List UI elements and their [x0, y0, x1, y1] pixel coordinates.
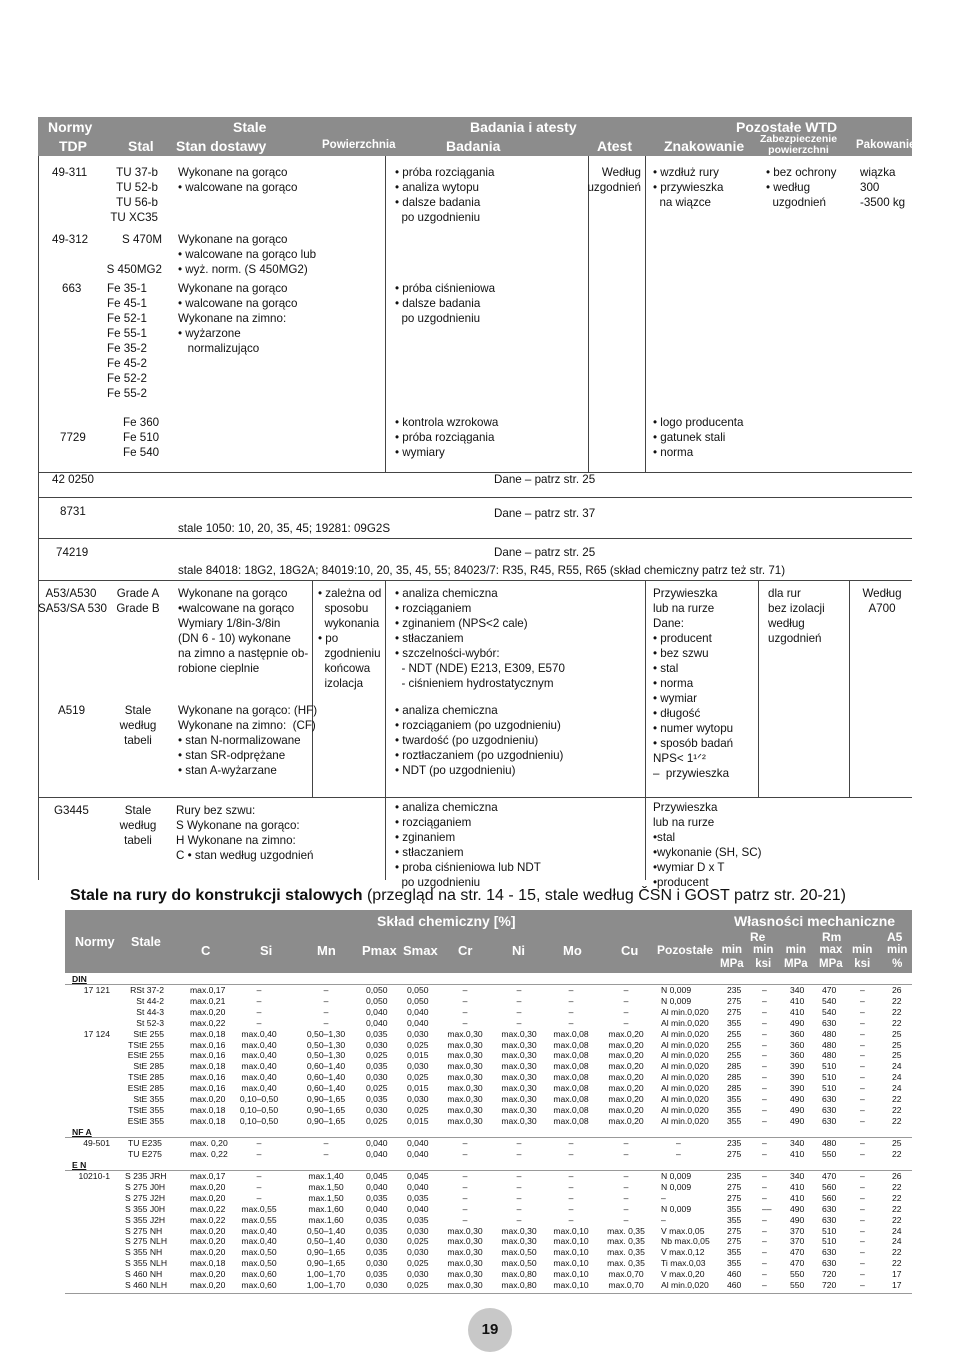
table1-divider-5 — [385, 580, 386, 880]
col-c-en: max.0,17 max.0,20 max.0,20 max.0,22 max.0,22 max.0,20 max.0,20 max.0,20 max.0,18 max.0,20 max.0,20 — [190, 1171, 226, 1291]
col-a5-en: 26 22 22 22 22 24 24 22 22 17 17 — [892, 1171, 902, 1291]
col-re-en: 235 275 275 355 355 275 275 355 355 460 460 — [727, 1171, 742, 1291]
r5-note: Dane – patrz str. 25 — [494, 473, 596, 486]
r4-badania: • kontrola wzrokowa • próba rozciągania • wymiary — [395, 416, 499, 459]
col-poz-nf: – – — [676, 1138, 681, 1159]
header-stale: Stale — [233, 119, 267, 135]
header-badania: Badania — [446, 138, 501, 154]
norm-49501: 49-501 — [83, 1138, 110, 1148]
header-re: Re — [750, 930, 766, 944]
r2-tdp: 49-312 — [52, 233, 89, 246]
col-rm-max-din: 470 540 540 630 480 480 480 510 510 510 630 630 630 — [822, 985, 837, 1126]
r1-znak: • wzdłuż rury • przywieszka na wiązce — [653, 166, 724, 209]
header-sklad: Skład chemiczny [%] — [377, 913, 516, 929]
col-mo-en: – – – – – max.0,10 max.0,10 max.0,10 max.0,10 max.0,10 max.0,10 — [553, 1171, 589, 1291]
r8-zab: dla rur bez izolacji według uzgodnień — [768, 587, 825, 645]
header-mo: Mo — [563, 943, 582, 958]
col-cu-en: – – – – – max. 0,35 max. 0,35 max. 0,35 max. 0,35 max.0,70 max.0,70 — [607, 1171, 645, 1291]
col-ni-nf: – – — [516, 1138, 522, 1159]
col-rmksi-en: – – – – – – – – – – – — [860, 1171, 865, 1291]
r10-znak: Przywieszka lub na rurze •stal •wykonanie (SH, SC) •wymiar D x T •producent — [653, 801, 762, 889]
col-mn-en: max.1,40 max.1,50 max.1,50 max.1,60 max.1,60 0,50–1,40 0,50–1,40 0,90–1,65 0,90–1,65 1,00–1,70 1,00–1,70 — [306, 1171, 346, 1291]
table1-rule-1 — [38, 472, 912, 473]
r9-stal: Stale według tabeli — [119, 704, 157, 747]
header-tdp: TDP — [59, 138, 87, 154]
header-stan-dostawy: Stan dostawy — [176, 138, 267, 154]
r3-tdp: 663 — [62, 282, 82, 295]
r2-stan: Wykonane na gorąco • walcowane na gorąco lub • wyż. norm. (S 450MG2) — [178, 233, 317, 276]
header-zabezpieczenie: Zabezpieczenie powierzchni — [760, 133, 838, 156]
col-s-din: 0,050 0,050 0,040 0,040 0,030 0,025 0,015 0,030 0,025 0,015 0,030 0,025 0,015 — [407, 985, 429, 1126]
section-title: Stale na rury do konstrukcji stalowych (przegląd na str. 14 - 15, stale według ČSN i GOST patrz str. 20-21) — [70, 887, 847, 904]
table1-border-left — [38, 156, 39, 880]
col-re-din: 235 275 275 355 255 255 255 285 285 285 355 355 355 — [727, 985, 742, 1126]
col-si-din: – – – – max.0,40 max.0,40 max.0,40 max.0,40 max.0,40 max.0,40 0,10–0,50 0,10–0,50 0,10–0,50 — [239, 985, 279, 1126]
header-normy: Normy — [48, 119, 93, 135]
col-s-en: 0,045 0,040 0,035 0,040 0,035 0,030 0,025 0,030 0,025 0,030 0,025 — [407, 1171, 429, 1291]
header-powierzchnia: Powierzchnia — [322, 139, 396, 151]
col-si-en: – – – max.0,55 max.0,55 max.0,40 max.0,40 max.0,50 max.0,50 max.0,60 max.0,60 — [241, 1171, 277, 1291]
r7-note: Dane – patrz str. 25 — [494, 546, 596, 559]
header-pakowanie: Pakowanie — [856, 139, 916, 151]
table1-divider-1 — [385, 156, 386, 472]
table1-rule-5 — [38, 797, 912, 798]
header-c: C — [201, 943, 211, 958]
r1-stal: TU 37-b TU 52-b TU 56-b TU XC35 — [110, 166, 158, 224]
r7-stal: stale 84018: 18G2, 18G2A; 84019:10, 20, 35, 45, 55; 84023/7: R35, R45, R55, R65 (skład chemiczny patrz też str. 71) — [178, 564, 786, 577]
header-normy2: Normy — [75, 935, 115, 949]
group-din: DIN — [72, 974, 87, 984]
r10-stal: Stale według tabeli — [119, 804, 157, 847]
header-unit-6: min % — [887, 944, 908, 970]
page-number: 19 — [468, 1308, 512, 1352]
col-c-nf: max. 0,20 max. 0,22 — [190, 1138, 228, 1159]
col-cr-nf: – – — [462, 1138, 468, 1159]
header-smax: Smax — [403, 943, 438, 958]
col-reksi-en: – – – –– – – – – – – – — [762, 1171, 772, 1291]
r8-stan: Wykonane na gorąco •walcowane na gorąco Wymiary 1/8in-3/8in (DN 6 - 10) wykonane na zimno a następnie ob- robione cieplnie — [178, 587, 309, 675]
header-unit-5: min ksi — [852, 944, 873, 970]
col-stale-din: RSt 37-2 St 44-2 St 44-3 St 52-3 StE 255 TStE 255 EStE 255 StE 285 TStE 285 EStE 285 StE 355 TStE 355 EStE 355 — [127, 985, 164, 1126]
header-pozostale: Pozostałe — [657, 943, 714, 957]
r4-tdp: 7729 — [60, 431, 86, 444]
header-a5: A5 — [887, 930, 903, 944]
norm-17124: 17 124 — [83, 1029, 110, 1039]
header-pozostale-wtd: Pozostałe WTD — [736, 119, 838, 135]
r6-stal: stale 1050: 10, 20, 35, 45; 19281: 09G2S — [178, 522, 391, 535]
norm-17121: 17 121 — [83, 985, 110, 995]
col-c-din: max.0,17 max.0,21 max.0,20 max.0,22 max.0,18 max.0,16 max.0,16 max.0,18 max.0,16 max.0,16 max.0,20 max.0,18 max.0,18 — [190, 985, 226, 1126]
r8-pow: • zależna od sposobu wykonania • po zgodnieniu końcowa izolacja — [318, 587, 382, 690]
col-ni-din: – – – – max.0,30 max.0,30 max.0,30 max.0,30 max.0,30 max.0,30 max.0,30 max.0,30 max.0,30 — [501, 985, 537, 1126]
r8-tdp: A53/A530 SA53/SA 530 — [38, 587, 107, 615]
col-cu-din: – – – – max.0,20 max.0,20 max.0,20 max.0,20 max.0,20 max.0,20 max.0,20 max.0,20 max.0,20 — [608, 985, 644, 1126]
col-rm-min-din: 340 410 410 490 360 360 360 390 390 390 490 490 490 — [790, 985, 805, 1126]
col-rm-max-en: 470 560 560 630 630 510 510 630 630 720 720 — [822, 1171, 837, 1291]
header-badania-i-atesty: Badania i atesty — [470, 119, 577, 135]
header-atest: Atest — [597, 138, 633, 154]
table1-divider-6 — [645, 580, 646, 880]
group-en: E N — [72, 1160, 87, 1170]
r4-znak: • logo producenta • gatunek stali • norma — [653, 416, 744, 459]
r1-stan: Wykonane na gorąco • walcowane na gorąco — [178, 166, 298, 194]
r4-stal: Fe 360 Fe 510 Fe 540 — [123, 416, 160, 459]
header-unit-1: min MPa — [720, 944, 744, 970]
header-znakowanie: Znakowanie — [664, 138, 745, 154]
r9-badania: • analiza chemiczna • rozciąganiem (po uzgodnieniu) • twardość (po uzgodnieniu) • roztłaczaniem (po uzgodnieniu) • NDT (po uzgodnieniu) — [395, 704, 564, 777]
col-p-en: 0,045 0,040 0,035 0,040 0,035 0,035 0,030 0,035 0,030 0,035 0,030 — [366, 1171, 388, 1291]
r8-stal: Grade A Grade B — [116, 587, 160, 615]
r1-badania: • próba rozciągania • analiza wytopu • dalsze badania po uzgodnieniu — [395, 166, 495, 224]
table1-divider-2 — [588, 156, 589, 472]
r3-stan: Wykonane na gorąco • walcowane na gorąco Wykonane na zimno: • wyżarzone normalizująco — [178, 282, 298, 355]
col-ni-en: – – – – – max.0,30 max.0,30 max.0,50 max.0,50 max.0,80 max.0,80 — [501, 1171, 537, 1291]
r7-tdp: 74219 — [56, 546, 89, 559]
header-unit-3: min MPa — [784, 944, 808, 970]
table1-divider-8 — [849, 580, 850, 797]
r10-stan: Rury bez szwu: S Wykonane na gorąco: H Wykonane na zimno: C • stan według uzgodnień — [176, 804, 314, 862]
col-rmksi-din: – – – – – – – – – – – – – — [860, 985, 865, 1126]
group-nf-a: NF A — [72, 1127, 92, 1137]
col-stale-en: S 235 JRH S 275 J0H S 275 J2H S 355 J0H S 355 J2H S 275 NH S 275 NLH S 355 NH S 355 NLH S 460 NH S 460 NLH — [125, 1171, 168, 1291]
table1-divider-3 — [645, 156, 646, 472]
col-mn-din: – – – – 0,50–1,30 0,50–1,30 0,50–1,30 0,60–1,40 0,60–1,40 0,60–1,40 0,90–1,65 0,90–1,65 0,90–1,65 — [306, 985, 346, 1126]
table1-rule-2 — [38, 497, 912, 498]
col-rm-min-nf: 340 410 — [790, 1138, 805, 1159]
col-cr-din: – – – – max.0,30 max.0,30 max.0,30 max.0,30 max.0,30 max.0,30 max.0,30 max.0,30 max.0,30 — [447, 985, 483, 1126]
header-unit-2: min ksi — [753, 944, 774, 970]
table1-header — [38, 117, 916, 156]
col-a5-din: 26 22 22 22 25 25 25 24 24 24 22 22 22 — [892, 985, 902, 1126]
r5-tdp: 42 0250 — [52, 473, 94, 486]
r10-tdp: G3445 — [54, 804, 89, 817]
header-pmax: Pmax — [362, 943, 397, 958]
r8-badania: • analiza chemiczna • rozciąganiem • zginaniem (NPS<2 cale) • stłaczaniem • szczelności-wybór: - NDT (NDE) E213, E309, E570 - ciśnieniem hydrostatycznym — [395, 587, 565, 690]
col-rm-min-en: 340 410 410 490 490 370 370 470 470 550 550 — [790, 1171, 805, 1291]
table2-header — [65, 910, 912, 973]
r6-tdp: 8731 — [60, 505, 86, 518]
col-mo-din: – – – – max.0,08 max.0,08 max.0,08 max.0,08 max.0,08 max.0,08 max.0,08 max.0,08 max.0,08 — [553, 985, 589, 1126]
col-mo-nf: – – — [568, 1138, 574, 1159]
col-a5-nf: 25 22 — [892, 1138, 902, 1159]
r3-badania: • próba ciśnieniowa • dalsze badania po uzgodnieniu — [395, 282, 496, 325]
r1-atest: Według uzgodnień — [587, 166, 641, 194]
col-stale-nf: TU E235 TU E275 — [128, 1138, 162, 1159]
header-wlasnosci: Własności mechaniczne — [734, 913, 896, 929]
t2-rule-bottom — [65, 1293, 912, 1294]
header-cr: Cr — [458, 943, 473, 958]
r3-stal: Fe 35-1 Fe 45-1 Fe 52-1 Fe 55-1 Fe 35-2 Fe 45-2 Fe 52-2 Fe 55-2 — [107, 282, 147, 400]
header-stale2: Stale — [131, 935, 161, 949]
r9-stan: Wykonane na gorąco: (HF) Wykonane na zimno: (CF) • stan N-normalizowane • stan SR-odprężane • stan A-wyżarzane — [178, 704, 318, 777]
col-p-din: 0,050 0,050 0,040 0,040 0,035 0,030 0,025 0,035 0,030 0,025 0,035 0,030 0,025 — [366, 985, 388, 1126]
r2-stal: S 470M S 450MG2 — [106, 233, 162, 276]
r1-pak: wiązka 300 -3500 kg — [860, 166, 906, 209]
header-ni: Ni — [512, 943, 525, 958]
col-s-nf: 0,040 0,040 — [407, 1138, 429, 1159]
table1-rule-3 — [38, 538, 912, 539]
header-si: Si — [260, 943, 273, 958]
r8-znak: Przywieszka lub na rurze Dane: • producent • bez szwu • stal • norma • wymiar • długość • numer wytopu • sposób badań NPS< 1¹ᐟ² – przywieszka — [653, 587, 734, 780]
header-rm: Rm — [822, 930, 842, 944]
col-reksi-din: – – – – – – – – – – – – – — [762, 985, 767, 1126]
header-stal: Stal — [128, 138, 154, 154]
col-cu-nf: – – — [623, 1138, 629, 1159]
header-unit-4: max MPa — [819, 944, 843, 970]
r8-pak: Według A700 — [862, 587, 902, 615]
col-rm-max-nf: 480 550 — [822, 1138, 837, 1159]
header-mn: Mn — [317, 943, 336, 958]
header-cu: Cu — [621, 943, 639, 958]
col-si-nf: – – — [256, 1138, 262, 1159]
col-poz-din: N 0,009 N 0,009 Al min.0,020 Al min.0,020 Al min.0,020 Al min.0,020 Al min.0,020 Al min.0,020 Al min.0,020 Al min.0,020 Al min.0,020 Al min.0,020 Al min.0,020 — [661, 985, 709, 1126]
r6-note: Dane – patrz str. 37 — [494, 507, 596, 520]
col-reksi-nf: – – — [762, 1138, 767, 1159]
r1-zab: • bez ochrony • według uzgodnień — [766, 166, 837, 209]
r1-tdp: 49-311 — [52, 166, 88, 179]
col-re-nf: 235 275 — [727, 1138, 742, 1159]
col-rmksi-nf: – – — [860, 1138, 865, 1159]
col-cr-en: – – – – – max.0,30 max.0,30 max.0,30 max.0,30 max.0,30 max.0,30 — [447, 1171, 483, 1291]
col-p-nf: 0,040 0,040 — [366, 1138, 388, 1159]
r10-badania: • analiza chemiczna • rozciąganiem • zginaniem • stłaczaniem • proba ciśnieniowa lub NDT po uzgodnieniu — [395, 801, 541, 889]
col-poz-en: N 0,009 N 0,009 – N 0,009 – V max.0,05 Nb max.0,05 V max.0,12 Ti max.0,03 V max.0,20 Al min.0,020 — [661, 1171, 710, 1291]
norm-10210-1: 10210-1 — [78, 1171, 110, 1181]
r9-tdp: A519 — [58, 704, 86, 717]
col-mn-nf: – – — [323, 1138, 329, 1159]
table1-rule-4 — [38, 580, 912, 581]
table1-divider-7 — [758, 580, 759, 797]
